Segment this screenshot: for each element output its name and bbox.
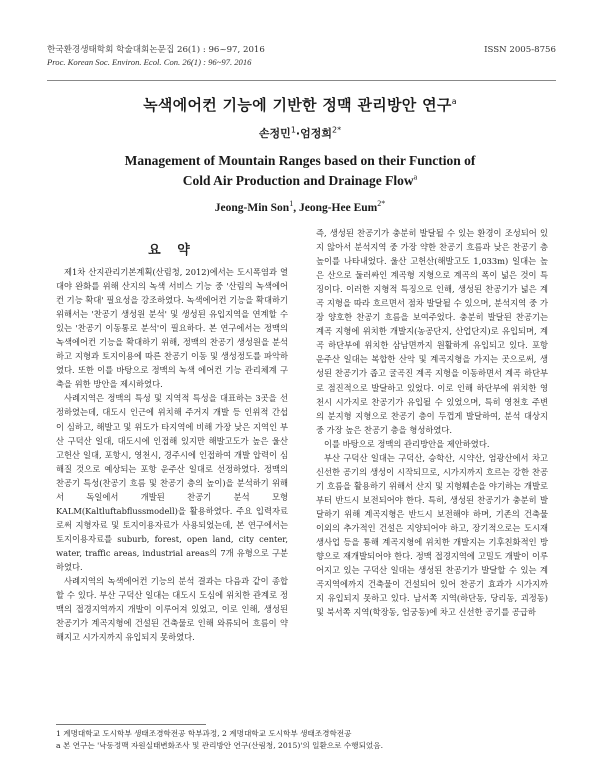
author2-ko: 엄정희 xyxy=(300,127,332,140)
header-rule xyxy=(47,80,556,81)
author2-en-sup: 2* xyxy=(377,199,386,209)
journal-citation-ko: 한국환경생태학회 학술대회논문집 26(1) : 96~97, 2016 xyxy=(47,45,265,55)
paragraph: 즉, 생성된 찬공기가 충분히 발달될 수 있는 환경이 조성되어 있지 않아서 분석지역 중 가장 약한 찬공기 흐름과 낮은 찬공기 층 높이를 나타내었다. 울산 고헌산(해발고도 1,033m) 일대는 높은 산으로 둘러싸인 계곡형 지형으로 계곡의 폭이 넓은 것이 특징이다. 이러한 지형적 특징으로 인해, 생성된 찬공기가 넓은 계곡 지형을 따라 흐르면서 점차 발달될 수 있으며, 분석지역 중 가장 양호한 찬공기 흐름을 보여주었다. 충분히 발달된 찬공기는 계곡 지형에 위치한 개발지(농공단지, 산업단지)로 유입되며, 계곡 하단부에 위치한 삼남면까지 원활하게 유입되고 있다. 포항 운주산 일대는 복합한 산악 및 계곡지형을 가지는 곳으로써, 생성된 찬공기가 좁고 굴곡진 계곡 지형을 이동하면서 계곡 하단부로 점진적으로 발달하고 있었다. 이로 인해 하단부에 위치한 영천시 시가지로 찬공기가 유입될 수 있었으며, 특히 영천호 주변의 분지형 지형으로 찬공기 층이 두껍게 발달하여, 분석 대상지 중 가장 높은 찬공기 층을 형성하였다. xyxy=(316,228,548,435)
running-header xyxy=(47,44,556,68)
paragraph: 부산 구덕산 일대는 구덕산, 승학산, 시약산, 엄광산에서 차고 신선한 공기의 생성이 시작되므로, 시가지까지 흐르는 강한 찬공기 흐름을 활용하기 위해서 산지 및 지형훼손을 야기하는 개발로부터 반드시 보전되어야 한다. 특히, 생성된 찬공기가 충분히 발달하기 위해 계곡지형은 반드시 보전해야 하며, 기존의 건축물 이외의 추가적인 건설은 지양되어야 하고, 장기적으로는 도시재생사업 등을 통해 계곡지형에 위치한 개발지는 기후친화적인 방향으로 재개발되어야 한다. 정맥 접경지역에 고밀도 개발이 이루어지고 있는 구덕산 일대는 생성된 찬공기가 발달할 수 있는 계곡지역에까지 건축물이 건설되어 있어 찬공기 효과가 시가지까지 유입되지 못하고 있다. 남서쪽 지역(하단동, 당리동, 괴정동) 및 북서쪽 지역(학장동, 엄궁동)에 차고 신선한 공기를 공급하 xyxy=(316,452,548,618)
title-korean-sup: a xyxy=(451,97,457,106)
footnotes xyxy=(56,728,556,751)
title-english-line1: Management of Mountain Ranges based on their Function of xyxy=(124,153,476,168)
author-separator-ko: · xyxy=(295,127,301,140)
journal-citation-en: Proc. Korean Soc. Environ. Ecol. Con. 26(1) : 96~97. 2016 xyxy=(47,57,252,67)
title-english xyxy=(0,151,600,191)
title-korean-text: 녹색에어컨 기능에 기반한 정맥 관리방안 연구 xyxy=(143,96,452,114)
author1-en-sup: 1 xyxy=(289,199,294,209)
paragraph: 사례지역은 정맥의 특성 및 지역적 특성을 대표하는 3곳을 선정하였는데, 대도시 인근에 위치해 주거지 개발 등 인위적 간섭이 심하고, 해발고 및 위도가 타지역에 비해 가장 낮은 지역인 부산 구덕산 일대, 대도시에 인접해 있지만 해발고도가 높은 울산 고헌산 일대, 포항시, 영천시, 경주시에 인접하여 개발 압력이 심해질 것으로 예상되는 포항 운주산 일대로 선정하였다. 정맥의 찬공기 특성(찬공기 흐름 및 찬공기 층의 높이)을 분석하기 위해서 독일에서 개발된 찬공기 분석 모형 KALM(Kaltluftabflussmodell)을 활용하였다. 주요 입력자료로써 지형자료 및 토지이용자료가 사용되었는데, 본 연구에서는 토지이용자료를 suburb, forest, open land, city center, water, traffic areas, industrial areas의 7개 유형으로 구분하였다. xyxy=(56,393,288,572)
abstract-heading: 요 약 xyxy=(148,243,196,258)
authors-english xyxy=(0,199,600,214)
author2-en: Jeong-Hee Eum xyxy=(298,202,378,214)
authors-korean xyxy=(0,125,600,141)
paragraph: 제1차 산지관리기본계획(산림청, 2012)에서는 도시폭염과 열대야 완화를 위해 산지의 녹색 서비스 기능 중 '산림의 녹색에어컨 기능 확대' 필요성을 강조하였다. 녹색에어컨 기능을 확대하기 위해서는 '찬공기 생성원 분석' 및 생성된 유입지역을 연계할 수 있는 '찬공기 이동통로 분석'이 필요하다. 본 연구에서는 정맥의 녹색에어컨 기능을 확대하기 위해, 정맥의 찬공기 생성원을 분석하고 지형과 토지이용에 따른 찬공기 이동 및 생성정도를 파악하였다. 또한 이를 바탕으로 정맥의 녹색 에어컨 기능 관리체계 구축을 위한 방안을 제시하였다. xyxy=(56,267,288,390)
footnote-rule xyxy=(56,724,206,725)
author1-ko-sup: 1 xyxy=(290,125,296,135)
author-separator-en: , xyxy=(293,202,299,214)
footnote-funding: a 본 연구는 '낙동정맥 자원실태변화조사 및 관리방안 연구(산림청, 2015)'의 일환으로 수행되었음. xyxy=(56,740,383,750)
issn-label: ISSN 2005-8756 xyxy=(484,45,556,55)
title-english-line2-wrap xyxy=(0,171,600,191)
title-english-sup: a xyxy=(413,172,418,182)
author2-ko-sup: 2* xyxy=(331,125,342,135)
body-column-left xyxy=(56,226,288,644)
paragraph: 사례지역의 녹색에어컨 기능의 분석 결과는 다음과 같이 종합할 수 있다. 부산 구덕산 일대는 대도시 도심에 위치한 관계로 정맥의 접경지역까지 개발이 이루어져 있었고, 이로 인해, 생성된 찬공기가 계곡지형에 건설된 건축물로 인해 와류되어 흐름이 약해지고 시가지까지 유입되지 못하였다. xyxy=(56,576,288,643)
footnote-affiliations: 1 계명대학교 도시학부 생태조경학전공 학부과정, 2 계명대학교 도시학부 생태조경학전공 xyxy=(56,729,352,738)
author1-en: Jeong-Min Son xyxy=(214,202,290,214)
body-column-right xyxy=(316,226,548,619)
title-english-line2: Cold Air Production and Drainage Flow xyxy=(182,173,414,188)
paragraph: 이를 바탕으로 정맥의 관리방안을 제안하였다. xyxy=(324,438,490,449)
title-korean xyxy=(0,94,600,115)
author1-ko: 손정민 xyxy=(258,127,291,140)
